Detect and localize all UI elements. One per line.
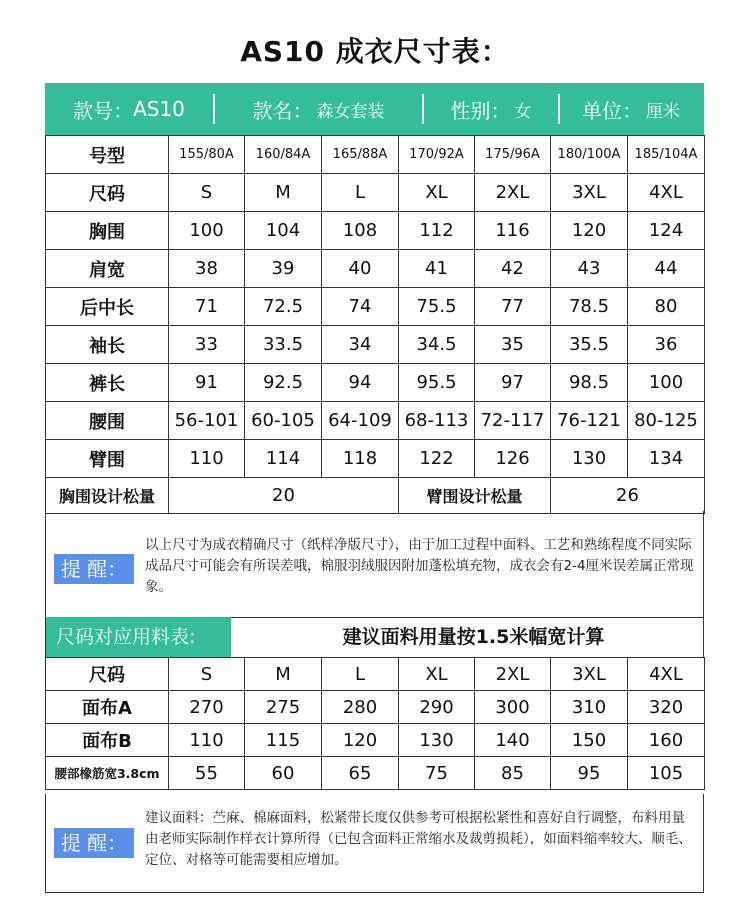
table-cell: 290 bbox=[399, 691, 475, 724]
table-cell: 140 bbox=[475, 724, 551, 757]
table-cell: 110 bbox=[169, 724, 245, 757]
table-cell: 126 bbox=[475, 440, 551, 478]
table-cell: M bbox=[245, 174, 322, 212]
table-cell: 108 bbox=[322, 212, 399, 250]
table-cell: 110 bbox=[169, 440, 245, 478]
table-cell: 120 bbox=[551, 212, 628, 250]
reminder-box bbox=[45, 511, 704, 618]
row-label: 肩宽 bbox=[46, 250, 169, 288]
table-cell: 280 bbox=[322, 691, 399, 724]
table-cell: 115 bbox=[245, 724, 322, 757]
gender-label: 性别： bbox=[450, 98, 511, 123]
table-cell: 98.5 bbox=[551, 364, 628, 402]
size-table bbox=[45, 135, 705, 514]
table-cell: 60 bbox=[245, 757, 322, 790]
table-cell: 68-113 bbox=[399, 402, 475, 440]
table-cell: L bbox=[322, 658, 399, 691]
table-row bbox=[46, 212, 705, 250]
table-cell: 3XL bbox=[551, 174, 628, 212]
style-name-value: 森女套装 bbox=[316, 101, 385, 122]
gender-value: 女 bbox=[514, 101, 532, 122]
unit-value: 厘米 bbox=[646, 101, 680, 122]
table-cell: 72-117 bbox=[475, 402, 551, 440]
row-label: 面布A bbox=[46, 691, 169, 724]
fabric-section-header bbox=[45, 617, 704, 657]
table-cell: 124 bbox=[628, 212, 705, 250]
table-cell: 104 bbox=[245, 212, 322, 250]
unit-label: 单位： bbox=[582, 98, 642, 123]
style-number-value: AS10 bbox=[133, 97, 185, 121]
row-label: 裤长 bbox=[46, 364, 169, 402]
table-cell: 36 bbox=[628, 326, 705, 364]
table-cell: 38 bbox=[169, 250, 245, 288]
table-cell: 165/88A bbox=[322, 136, 399, 174]
fabric-section-tag: 尺码对应用料表: bbox=[46, 617, 231, 657]
style-number bbox=[45, 83, 213, 135]
table-cell: 91 bbox=[169, 364, 245, 402]
fabric-table bbox=[45, 657, 705, 790]
table-cell: 41 bbox=[399, 250, 475, 288]
reminder-text: 以上尺寸为成衣精确尺寸（纸样净版尺寸），由于加工过程中面料、工艺和熟练程度不同实际成品尺寸可能会有所误差哦，棉服羽绒服因附加蓬松填充物，成衣会有2-4厘米误差属正常现象。 bbox=[145, 537, 694, 595]
row-label: 臂围 bbox=[46, 440, 169, 478]
table-cell: 75 bbox=[399, 757, 475, 790]
table-cell: 116 bbox=[475, 212, 551, 250]
table-cell: 44 bbox=[628, 250, 705, 288]
table-cell: 320 bbox=[628, 691, 705, 724]
row-label: 尺码 bbox=[46, 658, 169, 691]
table-cell: 39 bbox=[245, 250, 322, 288]
table-cell: XL bbox=[399, 174, 475, 212]
table-row bbox=[46, 440, 705, 478]
table-cell: 60-105 bbox=[245, 402, 322, 440]
table-cell: 77 bbox=[475, 288, 551, 326]
table-cell: 80 bbox=[628, 288, 705, 326]
row-label: 尺码 bbox=[46, 174, 169, 212]
row-label: 号型 bbox=[46, 136, 169, 174]
table-cell: 34.5 bbox=[399, 326, 475, 364]
table-cell: 95 bbox=[551, 757, 628, 790]
table-cell: 43 bbox=[551, 250, 628, 288]
chest-ease-label: 胸围设计松量 bbox=[46, 478, 169, 514]
table-cell: 65 bbox=[322, 757, 399, 790]
table-cell: 80-125 bbox=[628, 402, 705, 440]
table-cell: 105 bbox=[628, 757, 705, 790]
arm-ease-label: 臂围设计松量 bbox=[399, 478, 551, 514]
table-cell: 112 bbox=[399, 212, 475, 250]
table-row bbox=[46, 724, 705, 757]
table-cell: 35.5 bbox=[551, 326, 628, 364]
table-cell: 130 bbox=[399, 724, 475, 757]
chest-ease-value: 20 bbox=[169, 478, 399, 514]
table-cell: 122 bbox=[399, 440, 475, 478]
row-label: 后中长 bbox=[46, 288, 169, 326]
table-cell: 33.5 bbox=[245, 326, 322, 364]
table-cell: 160 bbox=[628, 724, 705, 757]
table-cell: 185/104A bbox=[628, 136, 705, 174]
table-cell: 4XL bbox=[628, 658, 705, 691]
table-cell: 100 bbox=[169, 212, 245, 250]
page-title: AS10 成衣尺寸表： bbox=[240, 35, 510, 68]
table-cell: 170/92A bbox=[399, 136, 475, 174]
table-cell: 97 bbox=[475, 364, 551, 402]
style-number-label: 款号： bbox=[73, 98, 134, 123]
row-label: 面布B bbox=[46, 724, 169, 757]
table-row bbox=[46, 326, 705, 364]
table-cell: 71 bbox=[169, 288, 245, 326]
gender bbox=[424, 83, 558, 135]
table-cell: 180/100A bbox=[551, 136, 628, 174]
table-cell: S bbox=[169, 658, 245, 691]
table-cell: 76-121 bbox=[551, 402, 628, 440]
table-cell: 100 bbox=[628, 364, 705, 402]
row-label: 腰部橡筋宽3.8cm bbox=[46, 757, 169, 790]
table-cell: 275 bbox=[245, 691, 322, 724]
table-cell: 42 bbox=[475, 250, 551, 288]
ease-row bbox=[46, 478, 705, 514]
arm-ease-value: 26 bbox=[551, 478, 705, 514]
table-cell: 134 bbox=[628, 440, 705, 478]
table-cell: 155/80A bbox=[169, 136, 245, 174]
table-row bbox=[46, 364, 705, 402]
style-name bbox=[215, 83, 422, 135]
table-cell: 35 bbox=[475, 326, 551, 364]
spec-header-bar bbox=[45, 83, 704, 135]
table-cell: 75.5 bbox=[399, 288, 475, 326]
row-label: 胸围 bbox=[46, 212, 169, 250]
table-cell: S bbox=[169, 174, 245, 212]
table-row bbox=[46, 658, 705, 691]
table-cell: 55 bbox=[169, 757, 245, 790]
table-cell: 175/96A bbox=[475, 136, 551, 174]
table-cell: 118 bbox=[322, 440, 399, 478]
table-cell: 160/84A bbox=[245, 136, 322, 174]
table-cell: 64-109 bbox=[322, 402, 399, 440]
reminder-box-2 bbox=[45, 794, 704, 893]
table-cell: 120 bbox=[322, 724, 399, 757]
table-cell: 3XL bbox=[551, 658, 628, 691]
table-row bbox=[46, 757, 705, 790]
table-cell: 56-101 bbox=[169, 402, 245, 440]
table-row bbox=[46, 691, 705, 724]
table-cell: XL bbox=[399, 658, 475, 691]
table-cell: 33 bbox=[169, 326, 245, 364]
table-cell: 40 bbox=[322, 250, 399, 288]
table-cell: 95.5 bbox=[399, 364, 475, 402]
table-cell: 2XL bbox=[475, 174, 551, 212]
table-cell: 72.5 bbox=[245, 288, 322, 326]
table-cell: 78.5 bbox=[551, 288, 628, 326]
unit bbox=[560, 83, 702, 135]
table-cell: 150 bbox=[551, 724, 628, 757]
row-label: 腰围 bbox=[46, 402, 169, 440]
table-cell: 114 bbox=[245, 440, 322, 478]
table-row bbox=[46, 136, 705, 174]
reminder-badge: 提 醒： bbox=[54, 554, 134, 584]
table-cell: 34 bbox=[322, 326, 399, 364]
table-cell: 2XL bbox=[475, 658, 551, 691]
table-row bbox=[46, 250, 705, 288]
style-name-label: 款名： bbox=[252, 98, 313, 123]
reminder-text: 建议面料：苎麻、棉麻面料，松紧带长度仅供参考可根据松紧性和喜好自行调整，布料用量由老师实际制作样衣计算所得（已包含面料正常缩水及裁剪损耗），如面料缩率较大、顺毛、定位、对格等可能需要相应增加。 bbox=[145, 810, 692, 868]
table-row bbox=[46, 402, 705, 440]
reminder-badge: 提 醒： bbox=[54, 828, 134, 858]
table-cell: 310 bbox=[551, 691, 628, 724]
table-cell: 92.5 bbox=[245, 364, 322, 402]
table-row bbox=[46, 288, 705, 326]
row-label: 袖长 bbox=[46, 326, 169, 364]
table-cell: 270 bbox=[169, 691, 245, 724]
table-row bbox=[46, 174, 705, 212]
table-cell: 130 bbox=[551, 440, 628, 478]
table-cell: L bbox=[322, 174, 399, 212]
fabric-section-title: 建议面料用量按1.5米幅宽计算 bbox=[342, 626, 605, 648]
table-cell: 74 bbox=[322, 288, 399, 326]
table-cell: 300 bbox=[475, 691, 551, 724]
table-cell: 4XL bbox=[628, 174, 705, 212]
table-cell: M bbox=[245, 658, 322, 691]
table-cell: 94 bbox=[322, 364, 399, 402]
table-cell: 85 bbox=[475, 757, 551, 790]
